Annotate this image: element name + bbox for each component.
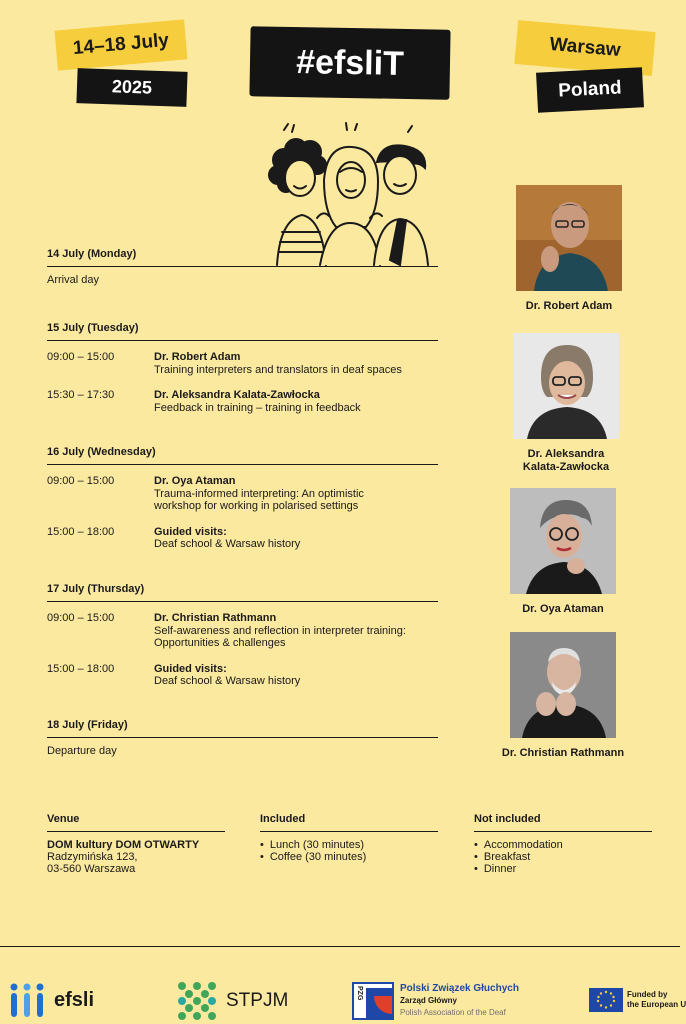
day-monday xyxy=(47,248,438,286)
included-item: • Lunch (30 minutes) xyxy=(260,839,438,851)
city-tag: Warsaw xyxy=(514,20,655,76)
speaker-name-line: Kalata-Zawłocka xyxy=(522,461,610,473)
day-thursday xyxy=(47,583,438,688)
session-title: Feedback in training – training in feedback xyxy=(154,401,361,414)
eu-line-1: Funded by xyxy=(627,990,668,999)
speaker-name: Dr. Robert Adam xyxy=(525,300,613,312)
venue-name: DOM kultury DOM OTWARTY xyxy=(47,839,200,851)
session-speaker: Dr. Christian Rathmann xyxy=(154,612,277,624)
speaker-christian-rathmann xyxy=(483,632,643,760)
speaker-aleksandra-kalata-zawlocka xyxy=(486,333,646,474)
stpjm-logo xyxy=(176,980,288,1022)
speaker-photo xyxy=(513,333,619,439)
day-friday xyxy=(47,719,438,757)
date-range-tag: 14–18 July xyxy=(55,19,188,70)
speaker-photo xyxy=(516,185,622,291)
venue-heading: Venue xyxy=(47,813,225,832)
speaker-oya-ataman xyxy=(483,488,643,616)
speaker-name: Dr. Oya Ataman xyxy=(522,603,604,615)
efsli-wordmark: efsli xyxy=(54,988,95,1011)
session-speaker: Dr. Oya Ataman xyxy=(154,475,236,487)
speaker-name-line: Dr. Aleksandra xyxy=(527,448,605,460)
stpjm-wordmark: STPJM xyxy=(226,990,289,1011)
session-time: 09:00 – 15:00 xyxy=(47,612,115,624)
session-title-line: Trauma-informed interpreting: An optimistic xyxy=(154,487,364,500)
included-section xyxy=(260,813,438,863)
included-item: • Coffee (30 minutes) xyxy=(260,851,438,863)
efsli-logo xyxy=(8,982,94,1018)
day-title: 18 July (Friday) xyxy=(47,719,438,738)
pzg-logo xyxy=(352,982,519,1020)
session-title: Deaf school & Warsaw history xyxy=(154,675,301,687)
country-tag: Poland xyxy=(536,67,644,112)
speaker-photo xyxy=(510,632,616,738)
speaker-name xyxy=(486,448,646,474)
session xyxy=(47,475,438,513)
day-title: 17 July (Thursday) xyxy=(47,583,438,602)
day-note: Arrival day xyxy=(47,274,99,286)
day-title: 16 July (Wednesday) xyxy=(47,446,438,465)
speaker-photo xyxy=(510,488,616,594)
eu-flag-icon xyxy=(589,988,623,1012)
eu-funding-logo xyxy=(589,988,686,1012)
session-speaker: Dr. Aleksandra Kalata-Zawłocka xyxy=(154,389,320,401)
session-time: 09:00 – 15:00 xyxy=(47,351,115,363)
footer-divider xyxy=(0,946,680,947)
session xyxy=(47,351,438,376)
pzg-emblem xyxy=(352,982,394,1020)
not-included-item: • Accommodation xyxy=(474,839,652,851)
hashtag-title: #efsliT xyxy=(249,26,450,99)
session-speaker: Guided visits: xyxy=(154,525,227,538)
session-time: 15:30 – 17:30 xyxy=(47,389,115,401)
stpjm-icon xyxy=(176,980,218,1022)
efsli-icon xyxy=(8,982,46,1018)
not-included-heading: Not included xyxy=(474,813,652,832)
venue-address-line: 03-560 Warszawa xyxy=(47,863,136,875)
session-speaker: Dr. Robert Adam xyxy=(154,351,241,363)
day-note: Departure day xyxy=(47,745,117,757)
session-speaker: Guided visits: xyxy=(154,662,227,675)
pzg-title: Polski Związek Głuchych xyxy=(400,983,519,994)
pzg-badge-text: PZG xyxy=(356,986,363,1001)
day-title: 15 July (Tuesday) xyxy=(47,322,438,341)
session xyxy=(47,389,438,414)
session-title-line: Opportunities & challenges xyxy=(154,637,286,649)
not-included-section xyxy=(474,813,652,875)
included-heading: Included xyxy=(260,813,438,832)
day-tuesday xyxy=(47,322,438,414)
people-illustration xyxy=(262,120,432,265)
not-included-item: • Breakfast xyxy=(474,851,652,863)
session xyxy=(47,612,438,650)
speaker-name: Dr. Christian Rathmann xyxy=(501,747,625,759)
session-time: 15:00 – 18:00 xyxy=(47,662,115,675)
pzg-subtitle: Zarząd Główny xyxy=(400,996,457,1005)
session xyxy=(47,526,438,551)
session-time: 15:00 – 18:00 xyxy=(47,525,115,538)
speaker-robert-adam xyxy=(489,185,649,313)
session-title: Deaf school & Warsaw history xyxy=(154,538,301,550)
session-title: Training interpreters and translators in deaf spaces xyxy=(154,363,402,376)
session xyxy=(47,663,438,688)
pzg-english: Polish Association of the Deaf xyxy=(400,1008,506,1017)
venue-address-line: Radzymińska 123, xyxy=(47,851,138,863)
session-title-line: Self-awareness and reflection in interpreter training: xyxy=(154,624,406,637)
session-time: 09:00 – 15:00 xyxy=(47,475,115,487)
not-included-item: • Dinner xyxy=(474,863,652,875)
day-title: 14 July (Monday) xyxy=(47,248,438,267)
session-title-line: workshop for working in polarised settings xyxy=(154,500,359,512)
eu-line-2: the European U xyxy=(627,1000,686,1009)
year-tag: 2025 xyxy=(76,68,187,107)
day-wednesday xyxy=(47,446,438,551)
venue-section xyxy=(47,813,225,875)
